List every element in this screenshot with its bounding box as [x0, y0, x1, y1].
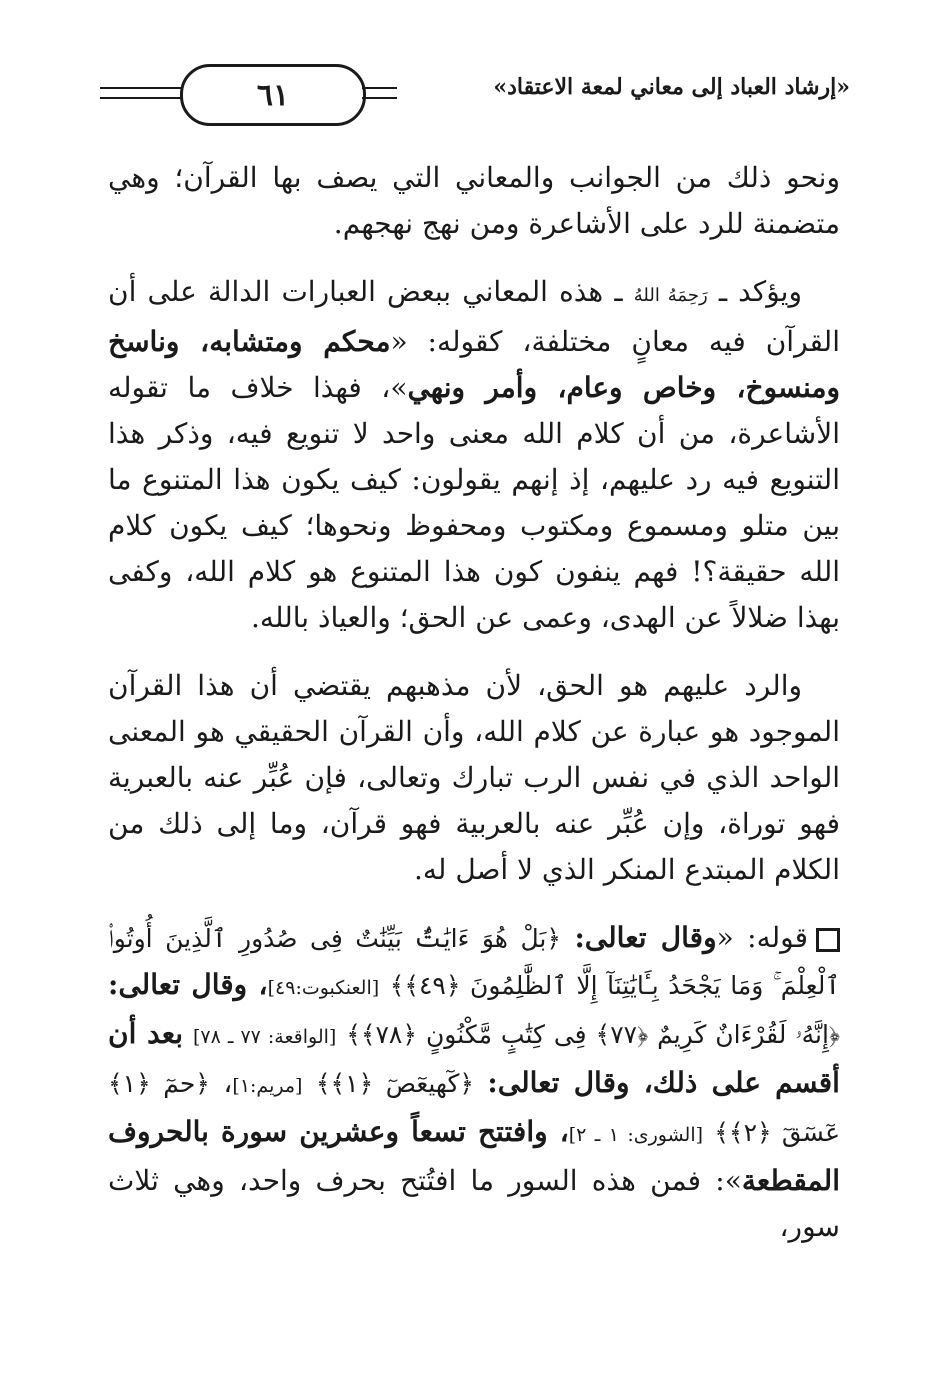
paragraph-1-text: ونحو ذلك من الجوانب والمعاني التي يصف بها القرآن؛ وهي متضمنة للرد على الأشاعرة ومن نهج نهجهم.	[108, 161, 840, 240]
page-number-text: ٦١	[256, 77, 290, 113]
running-title: «إرشاد العباد إلى معاني لمعة الاعتقاد»	[493, 74, 850, 100]
header-rule-right	[362, 87, 397, 99]
header-rule-left	[100, 87, 185, 99]
paragraph-2-text-b: ـ هذه المعاني ببعض العبارات الدالة على أن القرآن فيه معانٍ مختلفة، كقوله: «	[108, 275, 840, 358]
verse-3: ﴿كٓهيعٓصٓ ﴿١﴾﴾	[315, 1069, 474, 1098]
paragraph-2-text-c: »، فهذا خلاف ما تقوله الأشاعرة، من أن كلام الله معنى واحد لا تنويع فيه، وذكر هذا التنويع فيه رد عليهم، إذ إنهم يقولون: كيف يكون هذا المتنوع ما بين متلو ومسموع ومكتوب ومحفوظ ونحوها؛ كيف يكون كلام الله حقيقة؟! فهم ينفون كون هذا المتنوع هو كلام الله، وكفى بهذا ضلالاً عن الهدى، وعمى عن الحق؛ والعياذ بالله.	[108, 371, 840, 634]
page-content	[108, 155, 840, 1272]
quote-end: »:	[715, 1164, 742, 1197]
square-bullet-icon	[816, 928, 840, 952]
page-header	[100, 62, 850, 122]
paragraph-3	[108, 663, 840, 893]
reference-1: [العنكبوت:٤٩]	[267, 977, 380, 999]
quote-separator: ،	[223, 1066, 233, 1099]
quote-bold-3: بعد أن أقسم على ذلك، وقال تعالى:	[108, 1017, 840, 1099]
quote-bold-1: وقال تعالى:	[574, 921, 717, 954]
verse-4: ﴿حمٓ ﴿١﴾ عٓسٓقٓ ﴿٢﴾﴾	[108, 1069, 841, 1147]
quote-lead: قوله: «	[716, 921, 809, 954]
page-number	[180, 64, 366, 126]
verse-2: ﴿إِنَّهُۥ لَقُرْءَانٌ كَرِيمٌ ﴿٧٧﴾ فِى كِتَٰبٍ مَّكْنُونٍ ﴿٧٨﴾﴾	[346, 1020, 840, 1049]
reference-4: [الشورى: ١ ـ ٢]	[568, 1124, 704, 1146]
paragraph-2-bold-quote: محكم ومتشابه، وناسخ ومنسوخ، وخاص وعام، وأمر ونهي	[108, 325, 840, 404]
paragraph-3-text: والرد عليهم هو الحق، لأن مذهبهم يقتضي أن هذا القرآن الموجود هو عبارة عن كلام الله، وأن القرآن الحقيقي هو المعنى الواحد الذي في نفس الرب تبارك وتعالى، فإن عُبِّر عنه بالعبرية فهو توراة، وإن عُبِّر عنه بالعربية فهو قرآن، وما إلى ذلك من الكلام المبتدع المنكر الذي لا أصل له.	[108, 669, 840, 886]
paragraph-2-text-a: ويؤكد ـ	[718, 275, 802, 308]
paragraph-2	[108, 269, 840, 641]
quote-after-text: فمن هذه السور ما افتُتح بحرف واحد، وهي ثلاث سور،	[108, 1164, 840, 1243]
reference-3: [مريم:١]	[232, 1075, 303, 1097]
quote-paragraph	[108, 915, 840, 1250]
quote-bold-2: ، وقال تعالى:	[108, 968, 268, 1001]
reference-2: [الواقعة: ٧٧ ـ ٧٨]	[192, 1026, 337, 1048]
paragraph-1	[108, 155, 840, 247]
quote-bold-4: ، وافتتح تسعاً وعشرين سورة بالحروف المقطعة	[108, 1115, 840, 1197]
verse-1: ﴿بَلْ هُوَ ءَايَٰتٌۢ بَيِّنَٰتٌ فِى صُدُورِ ٱلَّذِينَ أُوتُوا۟ ٱلْعِلْمَ ۚ وَمَا يَجْحَدُ بِـَٔايَٰتِنَآ إِلَّا ٱلظَّٰلِمُونَ ﴿٤٩﴾﴾	[108, 924, 840, 1000]
honorific-text: رَحِمَهُ اللهُ	[633, 285, 708, 306]
